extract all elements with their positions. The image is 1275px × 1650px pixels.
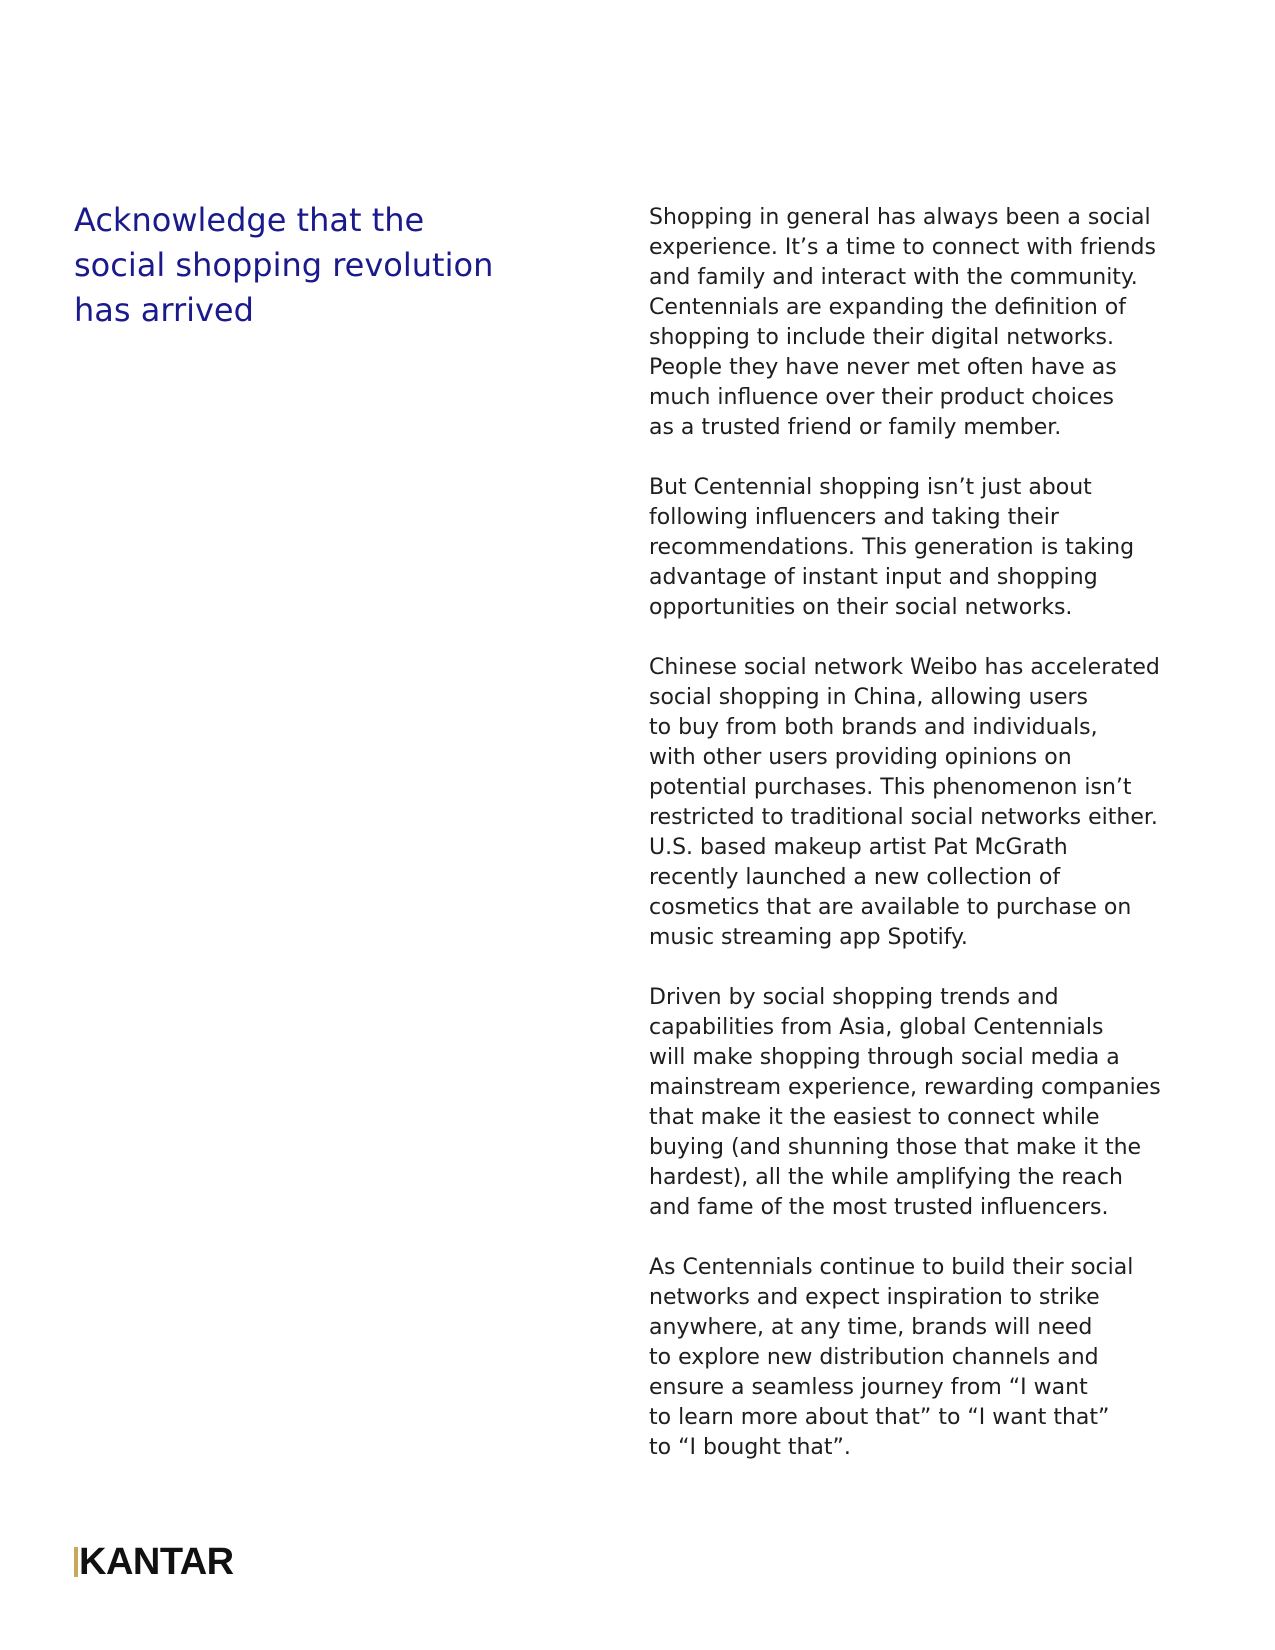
paragraph-3 (649, 653, 1249, 953)
text-line: buying (and shunning those that make it the (649, 1135, 1142, 1160)
text-line: that make it the easiest to connect while (649, 1105, 1100, 1130)
text-line: to explore new distribution channels and (649, 1345, 1099, 1370)
page-heading (74, 198, 574, 333)
text-line: ensure a seamless journey from “I want (649, 1375, 1088, 1400)
heading-line: social shopping revolution (74, 246, 494, 284)
text-line: to learn more about that” to “I want that” (649, 1405, 1110, 1430)
paragraph-5 (649, 1253, 1249, 1463)
text-line: to buy from both brands and individuals, (649, 715, 1098, 740)
text-line: capabilities from Asia, global Centennials (649, 1015, 1104, 1040)
text-line: shopping to include their digital networks. (649, 325, 1115, 350)
text-line: social shopping in China, allowing users (649, 685, 1089, 710)
text-line: hardest), all the while amplifying the reach (649, 1165, 1123, 1190)
text-line: and family and interact with the community. (649, 265, 1138, 290)
text-line: following influencers and taking their (649, 505, 1059, 530)
text-line: networks and expect inspiration to strike (649, 1285, 1100, 1310)
text-line: People they have never met often have as (649, 355, 1117, 380)
logo-accent-bar (74, 1547, 78, 1577)
text-line: Chinese social network Weibo has accelerated (649, 655, 1160, 680)
logo-wordmark: KANTAR (79, 1541, 234, 1583)
text-line: and fame of the most trusted influencers. (649, 1195, 1109, 1220)
text-line: recommendations. This generation is taking (649, 535, 1135, 560)
paragraph-1 (649, 203, 1249, 443)
text-line: restricted to traditional social networks either. (649, 805, 1158, 830)
paragraph-2 (649, 473, 1249, 623)
text-line: cosmetics that are available to purchase on (649, 895, 1132, 920)
text-line: as a trusted friend or family member. (649, 415, 1062, 440)
text-line: But Centennial shopping isn’t just about (649, 475, 1092, 500)
text-line: opportunities on their social networks. (649, 595, 1073, 620)
text-line: with other users providing opinions on (649, 745, 1072, 770)
text-line: mainstream experience, rewarding companies (649, 1075, 1161, 1100)
text-line: to “I bought that”. (649, 1435, 851, 1460)
text-line: Centennials are expanding the definition of (649, 295, 1127, 320)
heading-line: has arrived (74, 291, 254, 329)
body-text-column (649, 203, 1249, 1493)
text-line: U.S. based makeup artist Pat McGrath (649, 835, 1068, 860)
kantar-logo (74, 1540, 234, 1584)
heading-line: Acknowledge that the (74, 201, 425, 239)
text-line: potential purchases. This phenomenon isn’t (649, 775, 1132, 800)
text-line: music streaming app Spotify. (649, 925, 968, 950)
text-line: recently launched a new collection of (649, 865, 1061, 890)
text-line: will make shopping through social media a (649, 1045, 1120, 1070)
text-line: As Centennials continue to build their social (649, 1255, 1134, 1280)
text-line: advantage of instant input and shopping (649, 565, 1098, 590)
text-line: Driven by social shopping trends and (649, 985, 1059, 1010)
text-line: Shopping in general has always been a social (649, 205, 1151, 230)
text-line: experience. It’s a time to connect with friends (649, 235, 1156, 260)
paragraph-4 (649, 983, 1249, 1223)
text-line: anywhere, at any time, brands will need (649, 1315, 1093, 1340)
text-line: much influence over their product choices (649, 385, 1114, 410)
